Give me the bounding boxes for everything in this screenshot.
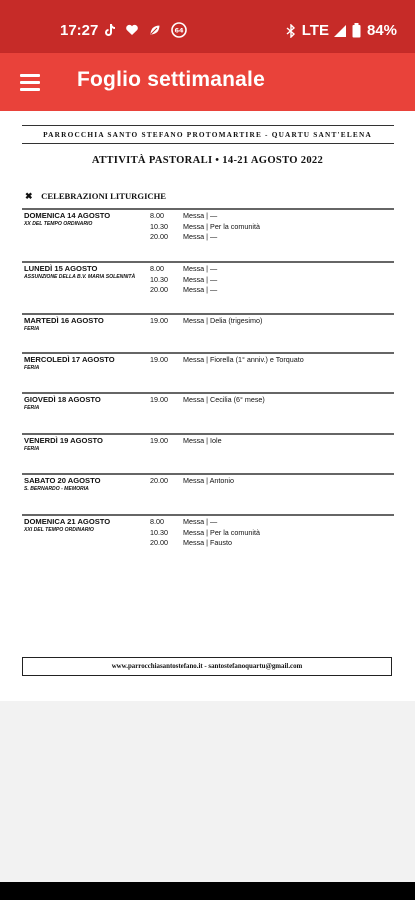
mass-intention: Messa | —: [183, 211, 218, 220]
weekly-sheet-document: [0, 111, 415, 701]
bluetooth-icon: [286, 24, 296, 38]
mass-time: 20.00: [150, 285, 168, 294]
mass-row: [150, 316, 262, 325]
heart-icon: [125, 23, 139, 37]
mass-row: [150, 285, 217, 294]
mass-intention: Messa | —: [183, 274, 218, 284]
mass-row: [150, 395, 265, 404]
day-date: LUNEDÌ 15 AGOSTO: [24, 264, 98, 273]
day-block: [22, 514, 394, 554]
menu-button[interactable]: [20, 72, 42, 92]
mass-time: 19.00: [150, 395, 168, 404]
day-block: [22, 261, 394, 301]
mass-intention: Messa | Per la comunità: [183, 221, 260, 231]
top-rule: [22, 125, 394, 126]
mass-time: 20.00: [150, 538, 168, 547]
day-liturgy: XX DEL TEMPO ORDINARIO: [24, 221, 93, 227]
section-mark-icon: ✖: [25, 191, 33, 201]
day-liturgy: S. BERNARDO - MEMORIA: [24, 486, 89, 492]
mass-intention: Messa | Antonio: [183, 476, 235, 485]
mass-intention: Messa | Per la comunità: [183, 527, 260, 537]
mass-time: 8.00: [150, 211, 164, 220]
day-block: [22, 352, 394, 371]
mass-intention: Messa | Fausto: [183, 538, 233, 547]
mass-intention: Messa | —: [183, 285, 218, 294]
day-date: SABATO 20 AGOSTO: [24, 476, 101, 485]
day-date: GIOVEDÌ 18 AGOSTO: [24, 395, 101, 404]
mass-intention: Messa | Fiorella (1° anniv.) e Torquato: [183, 355, 304, 364]
parish-rule: [22, 143, 394, 144]
mass-row: [150, 436, 222, 445]
mass-time: 10.30: [150, 274, 168, 284]
section-title: CELEBRAZIONI LITURGICHE: [41, 191, 167, 201]
ai-badge-icon: [171, 22, 187, 38]
mass-time: 20.00: [150, 476, 168, 485]
mass-row: [150, 264, 217, 273]
mass-time: 10.30: [150, 527, 168, 537]
mass-intention: Messa | —: [183, 264, 218, 273]
day-block: [22, 392, 394, 411]
mass-time: 20.00: [150, 232, 168, 241]
mass-time: 8.00: [150, 517, 164, 526]
status-bar: [0, 0, 415, 53]
tiktok-icon: [102, 23, 116, 37]
battery-percent: 84%: [366, 22, 397, 39]
mass-row: [150, 355, 304, 364]
day-date: VENERDÌ 19 AGOSTO: [24, 436, 103, 445]
day-liturgy: XXI DEL TEMPO ORDINARIO: [24, 527, 94, 533]
footer-contacts: www.parrocchiasantostefano.it - santostefanoquartu@gmail.com: [22, 657, 392, 676]
app-bar: [0, 53, 415, 111]
day-block: [22, 433, 394, 452]
day-liturgy: FERIA: [24, 365, 40, 371]
leaf-icon: [148, 23, 162, 37]
day-block: [22, 208, 394, 248]
signal-icon: [333, 24, 347, 38]
mass-time: 8.00: [150, 264, 164, 273]
mass-intention: Messa | Delia (trigesimo): [183, 316, 263, 325]
day-date: DOMENICA 14 AGOSTO: [24, 211, 111, 220]
mass-row: [150, 528, 260, 537]
mass-intention: Messa | —: [183, 517, 218, 526]
mass-intention: Messa | Cecilia (6° mese): [183, 395, 265, 404]
navigation-bar: [0, 882, 415, 900]
day-date: DOMENICA 21 AGOSTO: [24, 517, 111, 526]
mass-time: 19.00: [150, 355, 168, 364]
mass-row: [150, 232, 217, 241]
mass-time: 10.30: [150, 221, 168, 231]
day-block: [22, 473, 394, 492]
day-liturgy: ASSUNZIONE DELLA B.V. MARIA SOLENNITÀ: [24, 274, 136, 280]
status-right: [286, 22, 397, 39]
app-title: Foglio settimanale: [77, 68, 265, 91]
battery-icon: [352, 23, 361, 38]
status-time: 17:27: [60, 22, 99, 39]
mass-row: [150, 211, 217, 220]
section-heading: [25, 191, 166, 202]
network-type: LTE: [301, 22, 329, 39]
mass-row: [150, 275, 217, 284]
day-block: [22, 313, 394, 332]
svg-text:64: 64: [174, 26, 184, 35]
mass-row: [150, 538, 232, 547]
day-liturgy: FERIA: [24, 326, 40, 332]
mass-row: [150, 222, 260, 231]
mass-row: [150, 517, 217, 526]
day-liturgy: FERIA: [24, 446, 40, 452]
parish-name: PARROCCHIA SANTO STEFANO PROTOMARTIRE - QUARTU SANT'ELENA: [43, 130, 372, 139]
day-liturgy: FERIA: [24, 405, 40, 411]
mass-intention: Messa | Iole: [183, 436, 222, 445]
mass-intention: Messa | —: [183, 232, 218, 241]
mass-row: [150, 476, 234, 485]
mass-time: 19.00: [150, 316, 168, 325]
day-date: MERCOLEDÌ 17 AGOSTO: [24, 355, 115, 364]
mass-time: 19.00: [150, 436, 168, 445]
document-heading: ATTIVITÀ PASTORALI • 14-21 AGOSTO 2022: [91, 155, 324, 166]
day-date: MARTEDÌ 16 AGOSTO: [24, 316, 104, 325]
